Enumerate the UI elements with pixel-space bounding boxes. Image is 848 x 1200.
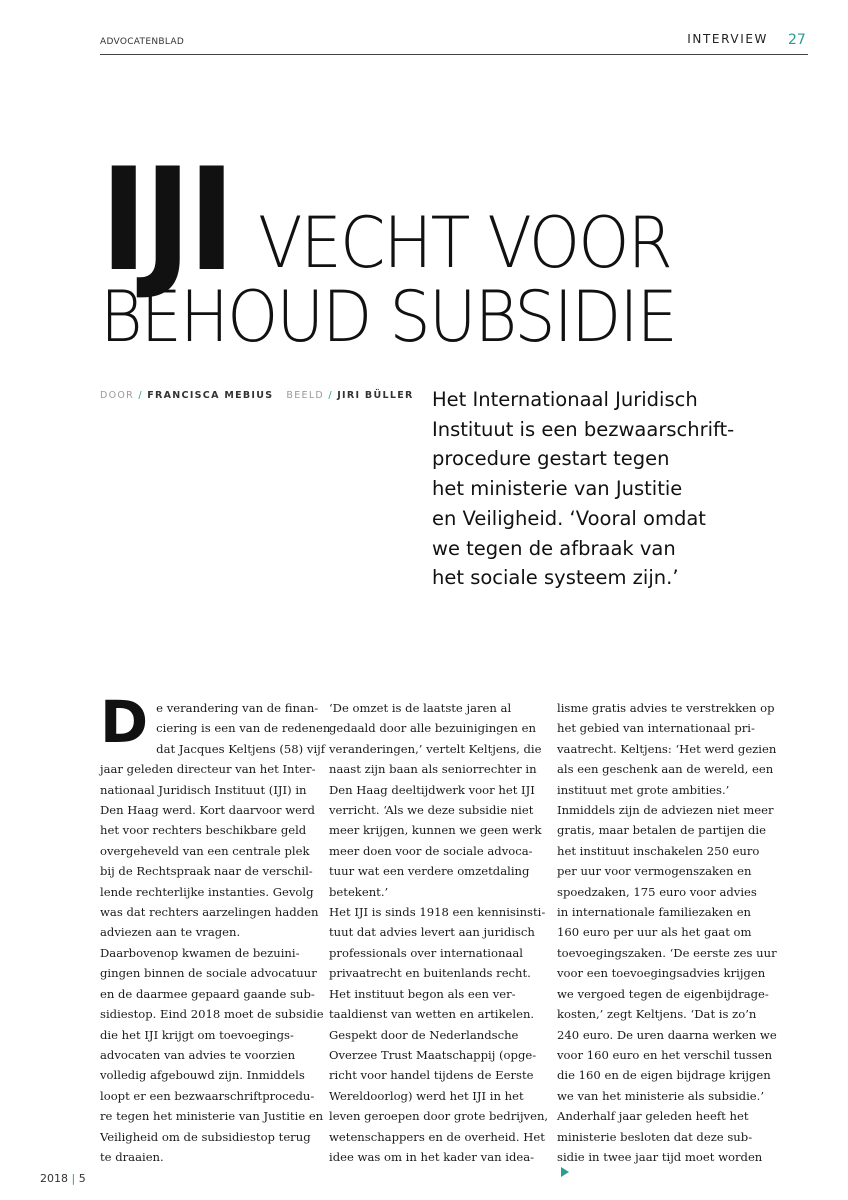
body-line: overgeheveld van een centrale plek: [100, 843, 310, 858]
body-line: voor een toevoegingsadvies krijgen: [557, 966, 766, 981]
body-line: vaatrecht. Keltjens: ‘Het werd gezien: [557, 741, 777, 756]
drop-cap: D: [100, 688, 149, 756]
body-line-text: sidie in twee jaar tijd moet worden: [557, 1149, 763, 1164]
body-line: re tegen het ministerie van Justitie en: [100, 1109, 324, 1124]
photographer-name: JIRI BÜLLER: [337, 390, 414, 401]
body-line: advocaten van advies te voorzien: [100, 1047, 296, 1062]
body-line: instituut met grote ambities.’: [557, 782, 730, 797]
body-line: per uur voor vermogenszaken en: [557, 864, 752, 879]
footer-separator: |: [71, 1172, 76, 1185]
body-line: gratis, maar betalen de partijen die: [557, 823, 766, 838]
body-line: we van het ministerie als subsidie.’: [557, 1088, 765, 1103]
body-line: Het IJI is sinds 1918 een kennisinsti-: [329, 905, 546, 920]
title-line-1: VECHT VOOR: [258, 202, 672, 284]
body-line: Gespekt door de Nederlandsche: [329, 1027, 519, 1042]
byline: [100, 390, 414, 401]
body-column-3: [557, 698, 777, 1177]
article-title: [100, 138, 800, 368]
body-line: Daarbovenop kwamen de bezuini-: [100, 945, 300, 960]
page-footer: [40, 1172, 86, 1185]
body-line: meer krijgen, kunnen we geen werk: [329, 823, 542, 838]
body-line: het gebied van internationaal pri-: [557, 721, 755, 736]
body-line: tuur wat een verdere omzetdaling: [329, 864, 530, 879]
body-line: wetenschappers en de overheid. Het: [329, 1129, 545, 1144]
body-line: Den Haag werd. Kort daarvoor werd: [100, 803, 315, 818]
body-line: volledig afgebouwd zijn. Inmiddels: [100, 1068, 305, 1083]
body-line: veranderingen,’ vertelt Keltjens, die: [329, 741, 542, 756]
body-line: jaar geleden directeur van het Inter-: [100, 762, 316, 777]
body-line: leven geroepen door grote bedrijven,: [329, 1109, 549, 1124]
intro-line: en Veiligheid. ‘Vooral omdat: [432, 506, 706, 530]
page-number: 27: [788, 32, 806, 48]
body-line: idee was om in het kader van idea-: [329, 1149, 535, 1164]
body-line: toevoegingszaken. ‘De eerste zes uur: [557, 945, 777, 960]
intro-line: Het Internationaal Juridisch: [432, 388, 698, 411]
body-line: Wereldoorlog) werd het IJI in het: [329, 1088, 524, 1103]
body-line: e verandering van de finan-: [156, 701, 319, 715]
body-line: gedaald door alle bezuinigingen en: [329, 721, 536, 736]
body-column-2: [329, 698, 549, 1167]
body-line: privaatrecht en buitenlands recht.: [329, 966, 531, 981]
body-line: Inmiddels zijn de adviezen niet meer: [557, 803, 774, 818]
author-name: FRANCISCA MEBIUS: [147, 390, 274, 401]
running-header: [100, 30, 770, 56]
title-line-2: BEHOUD SUBSIDIE: [100, 276, 676, 358]
intro-line: we tegen de afbraak van: [432, 536, 676, 560]
body-line: te draaien.: [100, 1149, 164, 1164]
section-label: INTERVIEW: [687, 32, 768, 46]
body-line: tuut dat advies levert aan juridisch: [329, 925, 535, 940]
body-line: ‘De omzet is de laatste jaren al: [329, 701, 512, 715]
body-line: we vergoed tegen de eigenbijdrage-: [557, 986, 769, 1001]
intro-line: Instituut is een bezwaarschrift-: [432, 417, 735, 441]
byline-separator: /: [138, 390, 143, 401]
body-line: in internationale familiezaken en: [557, 905, 752, 920]
body-line: en de daarmee gepaard gaande sub-: [100, 986, 315, 1001]
body-column-1: [100, 688, 331, 1167]
body-line: was dat rechters aarzelingen hadden: [100, 905, 319, 920]
magazine-name: ADVOCATENBLAD: [100, 37, 185, 47]
body-line: taaldienst van wetten en artikelen.: [329, 1007, 535, 1022]
body-line: Den Haag deeltijdwerk voor het IJI: [329, 782, 535, 797]
header-rule: [100, 54, 808, 55]
body-line: die 160 en de eigen bijdrage krijgen: [557, 1068, 771, 1083]
body-line: ciering is een van de redenen: [156, 721, 331, 736]
author-label: DOOR: [100, 390, 135, 401]
footer-year: 2018: [40, 1172, 68, 1185]
body-line: ministerie besloten dat deze sub-: [557, 1129, 753, 1144]
body-line: voor 160 euro en het verschil tussen: [557, 1047, 773, 1062]
body-line: lende rechterlijke instanties. Gevolg: [100, 884, 314, 899]
body-line: sidiestop. Eind 2018 moet de subsidie: [100, 1007, 324, 1022]
intro-line: het sociale systeem zijn.’: [432, 566, 679, 590]
body-line: gingen binnen de sociale advocatuur: [100, 966, 317, 981]
body-line: loopt er een bezwaarschriftprocedu-: [100, 1088, 315, 1103]
body-line: adviezen aan te vragen.: [100, 925, 241, 940]
photographer-label: BEELD: [286, 390, 325, 401]
body-line: Het instituut begon als een ver-: [329, 986, 516, 1001]
body-line: dat Jacques Keltjens (58) vijf: [156, 741, 326, 756]
title-iji: IJI: [100, 138, 232, 303]
intro-paragraph: [432, 385, 812, 593]
body-line: [557, 1147, 773, 1177]
body-line: Overzee Trust Maatschappij (opge-: [329, 1047, 537, 1062]
body-line: nationaal Juridisch Instituut (IJI) in: [100, 782, 307, 797]
body-line: 240 euro. De uren daarna werken we: [557, 1027, 777, 1042]
body-line: Veiligheid om de subsidiestop terug: [100, 1129, 311, 1144]
body-line: het voor rechters beschikbare geld: [100, 823, 307, 838]
footer-issue: 5: [78, 1172, 86, 1185]
body-line: richt voor handel tijdens de Eerste: [329, 1068, 534, 1083]
byline-separator: /: [328, 390, 333, 401]
body-line: lisme gratis advies te verstrekken op: [557, 701, 775, 715]
body-line: die het IJI krijgt om toevoegings-: [100, 1027, 294, 1042]
continue-arrow-icon: [561, 1167, 569, 1177]
body-line: Anderhalf jaar geleden heeft het: [557, 1109, 749, 1124]
body-line: 160 euro per uur als het gaat om: [557, 925, 752, 940]
body-line: professionals over internationaal: [329, 945, 523, 960]
intro-line: het ministerie van Justitie: [432, 477, 683, 501]
intro-line: procedure gestart tegen: [432, 447, 670, 471]
body-line: meer doen voor de sociale advoca-: [329, 843, 533, 858]
body-line: als een geschenk aan de wereld, een: [557, 762, 774, 777]
body-line: betekent.’: [329, 884, 389, 899]
body-line: spoedzaken, 175 euro voor advies: [557, 884, 757, 899]
body-line: naast zijn baan als seniorrechter in: [329, 762, 537, 777]
body-line: bij de Rechtspraak naar de verschil-: [100, 864, 313, 879]
body-line: kosten,’ zegt Keltjens. ‘Dat is zo’n: [557, 1007, 757, 1022]
body-line: het instituut inschakelen 250 euro: [557, 843, 760, 858]
body-line: verricht. ‘Als we deze subsidie niet: [329, 803, 534, 818]
